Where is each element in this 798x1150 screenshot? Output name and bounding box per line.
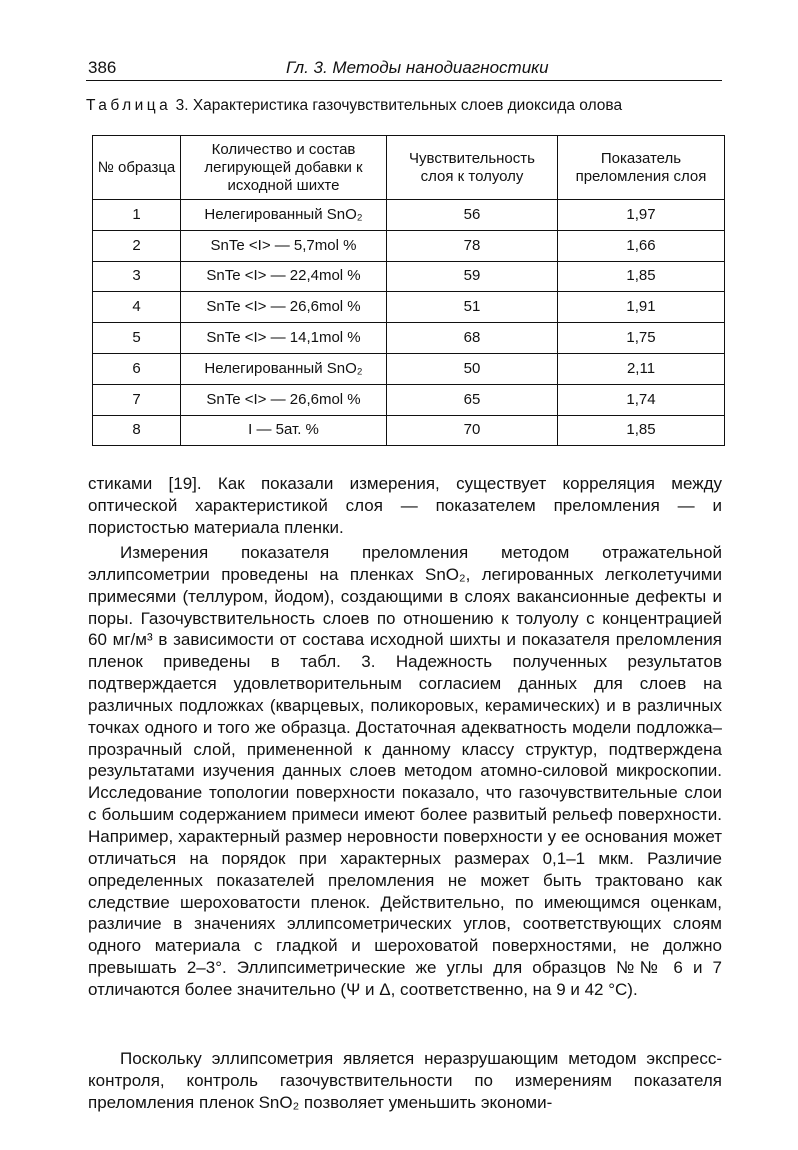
cell-refractive-index: 1,85 — [558, 415, 725, 446]
column-header-sensitivity: Чувствительность слоя к толуолу — [387, 136, 558, 200]
table-header — [93, 136, 725, 200]
cell-sample-no: 7 — [93, 384, 181, 415]
paragraph-continuation: стиками [19]. Как показали измерения, существует корреляция между оптической характеристикой слоя — показателем преломления — и пористостью материала пленки. — [88, 474, 722, 537]
cell-refractive-index: 1,74 — [558, 384, 725, 415]
cell-sensitivity: 59 — [387, 261, 558, 292]
table-row — [93, 230, 725, 261]
column-header-refractive-index: Показатель преломления слоя — [558, 136, 725, 200]
cell-sample-no: 3 — [93, 261, 181, 292]
cell-sensitivity: 65 — [387, 384, 558, 415]
table-row — [93, 261, 725, 292]
cell-sample-no: 1 — [93, 200, 181, 231]
cell-sample-no: 6 — [93, 353, 181, 384]
table-row — [93, 323, 725, 354]
cell-sensitivity: 68 — [387, 323, 558, 354]
cell-dopant: I — 5ат. % — [181, 415, 387, 446]
cell-dopant: SnTe <I> — 14,1mol % — [181, 323, 387, 354]
chapter-title: Гл. 3. Методы нанодиагностики — [286, 58, 549, 77]
column-header-sample-no: № образца — [93, 136, 181, 200]
cell-sample-no: 5 — [93, 323, 181, 354]
table-row — [93, 384, 725, 415]
cell-sensitivity: 78 — [387, 230, 558, 261]
cell-refractive-index: 1,91 — [558, 292, 725, 323]
table-caption — [86, 97, 726, 115]
cell-dopant: Нелегированный SnO₂ — [181, 353, 387, 384]
cell-dopant: SnTe <I> — 26,6mol % — [181, 384, 387, 415]
cell-dopant: SnTe <I> — 26,6mol % — [181, 292, 387, 323]
cell-refractive-index: 2,11 — [558, 353, 725, 384]
cell-sample-no: 4 — [93, 292, 181, 323]
properties-table — [92, 135, 725, 446]
cell-dopant: Нелегированный SnO₂ — [181, 200, 387, 231]
cell-dopant: SnTe <I> — 22,4mol % — [181, 261, 387, 292]
table-caption-number: 3. — [175, 97, 189, 114]
table-row — [93, 292, 725, 323]
cell-sample-no: 8 — [93, 415, 181, 446]
cell-sensitivity: 56 — [387, 200, 558, 231]
cell-refractive-index: 1,66 — [558, 230, 725, 261]
table-row — [93, 200, 725, 231]
page-number: 386 — [88, 58, 117, 77]
paragraph-ellipsometry: Поскольку эллипсометрия является неразрушающим методом экспресс-контроля, контроль газочувствительности по измерениям показателя преломления пленок SnO₂ позволяет уменьшить экономи- — [88, 1049, 722, 1112]
table-header-row — [93, 136, 725, 200]
column-header-dopant: Количество и состав легирующей добавки к исходной шихте — [181, 136, 387, 200]
table-row — [93, 415, 725, 446]
table-caption-title: Характеристика газочувствительных слоев диоксида олова — [192, 97, 623, 114]
table-body — [93, 200, 725, 446]
cell-refractive-index: 1,97 — [558, 200, 725, 231]
cell-sample-no: 2 — [93, 230, 181, 261]
table-caption-label: Таблица — [86, 97, 172, 114]
table-row — [93, 353, 725, 384]
cell-sensitivity: 50 — [387, 353, 558, 384]
cell-sensitivity: 70 — [387, 415, 558, 446]
running-header — [86, 56, 722, 81]
cell-dopant: SnTe <I> — 5,7mol % — [181, 230, 387, 261]
cell-sensitivity: 51 — [387, 292, 558, 323]
cell-refractive-index: 1,85 — [558, 261, 725, 292]
paragraph-measurements: Измерения показателя преломления методом отражательной эллипсометрии проведены на пленках SnO₂, легированных легколетучими примесями (теллуром, йодом), создающими в слоях вакансионные дефекты и поры. Газочувствительность слоев по отношению к толуолу с концентрацией 60 мг/м³ в зависимости от состава исходной шихты и показателя преломления пленок приведены в табл. 3. Надежность полученных результатов подтверждается удовлетворительным согласием данных для слоев на различных подложках (кварцевых, поликоровых, керамических) и в различных точках одного и того же образца. Достаточная адекватность модели подложка–прозрачный слой, примененной к данному классу структур, подтверждена результатами изучения данных слоев методом атомно-силовой микроскопии. Исследование топологии поверхности показало, что газочувствительные слои с большим содержанием примеси имеют более развитый рельеф поверхности. Например, характерный размер неровности поверхности у ее основания может отличаться на порядок при характерных размерах 0,1–1 мкм. Различие определенных показателей преломления не может быть трактовано как следствие шероховатости пленок. Действительно, по имеющимся оценкам, различие в значениях эллипсометрических углов, соответствующих слоям одного материала с гладкой и шероховатой поверхностями, не должно превышать 2–3°. Эллипсиметрические же углы для образцов №№ 6 и 7 отличаются более значительно (Ψ и Δ, соответственно, на 9 и 42 °С). — [88, 543, 722, 999]
cell-refractive-index: 1,75 — [558, 323, 725, 354]
